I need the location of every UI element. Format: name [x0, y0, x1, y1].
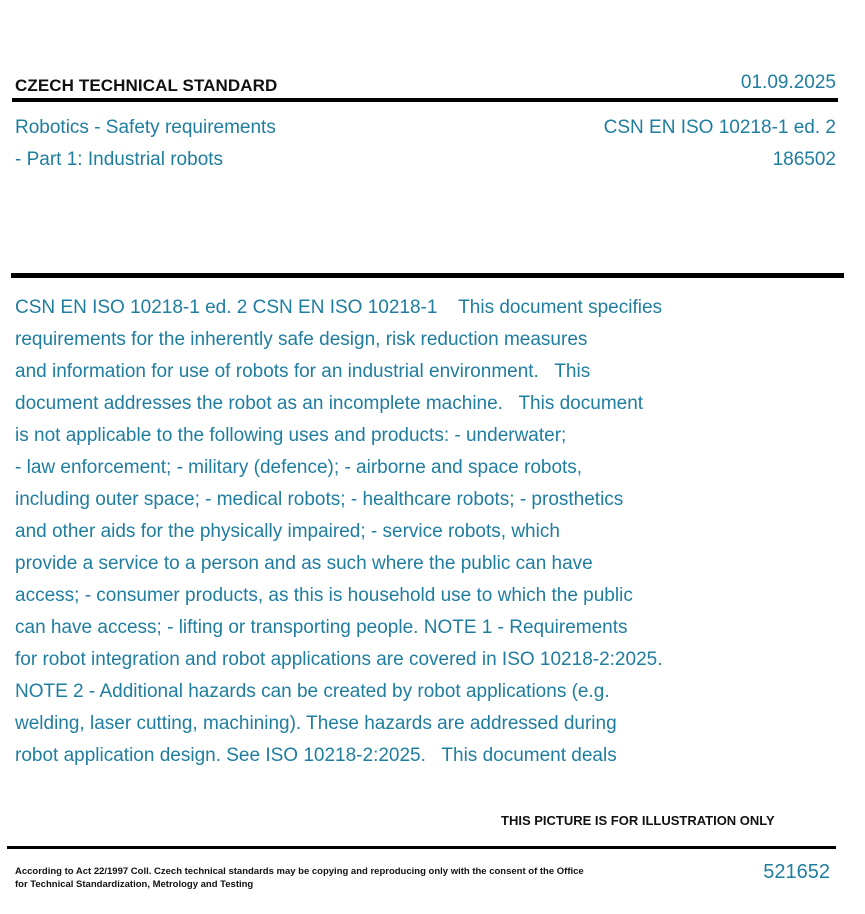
document-title-line-2: - Part 1: Industrial robots	[15, 149, 224, 170]
abstract-line: requirements for the inherently safe design, risk reduction measures	[15, 329, 588, 350]
catalog-number: 186502	[772, 149, 836, 170]
abstract-line: including outer space; - medical robots; - healthcare robots; - prosthetics	[15, 489, 624, 510]
document-abstract	[15, 292, 755, 772]
standard-code: CSN EN ISO 10218-1 ed. 2	[603, 117, 836, 138]
document-type-label: CZECH TECHNICAL STANDARD	[15, 76, 278, 95]
abstract-line: for robot integration and robot applications are covered in ISO 10218-2:2025.	[15, 649, 663, 670]
illustration-disclaimer: THIS PICTURE IS FOR ILLUSTRATION ONLY	[501, 813, 775, 828]
abstract-line: can have access; - lifting or transporting people. NOTE 1 - Requirements	[15, 617, 628, 638]
footer-divider	[7, 846, 836, 849]
abstract-line: is not applicable to the following uses and products: - underwater;	[15, 425, 567, 446]
copyright-notice-line-1: According to Act 22/1997 Coll. Czech technical standards may be copying and reproducing only with the consent of the Office	[15, 866, 584, 877]
abstract-line: welding, laser cutting, machining). These hazards are addressed during	[15, 713, 617, 734]
abstract-line: CSN EN ISO 10218-1 ed. 2 CSN EN ISO 10218-1 This document specifies	[15, 297, 663, 318]
abstract-line: provide a service to a person and as such where the public can have	[15, 553, 593, 574]
abstract-line: - law enforcement; - military (defence); - airborne and space robots,	[15, 457, 583, 478]
abstract-line: access; - consumer products, as this is household use to which the public	[15, 585, 633, 606]
abstract-line: NOTE 2 - Additional hazards can be created by robot applications (e.g.	[15, 681, 610, 702]
publication-date: 01.09.2025	[740, 72, 836, 93]
copyright-notice	[15, 865, 595, 891]
title-divider	[11, 273, 844, 278]
footer-document-number: 521652	[763, 861, 830, 883]
header-divider	[12, 98, 838, 102]
document-title-line-1: Robotics - Safety requirements	[15, 117, 276, 138]
abstract-line: robot application design. See ISO 10218-2:2025. This document deals	[15, 745, 617, 766]
abstract-line: and information for use of robots for an industrial environment. This	[15, 361, 591, 382]
abstract-line: and other aids for the physically impaired; - service robots, which	[15, 521, 560, 542]
abstract-line: document addresses the robot as an incomplete machine. This document	[15, 393, 644, 414]
copyright-notice-line-2: for Technical Standardization, Metrology and Testing	[15, 879, 254, 890]
